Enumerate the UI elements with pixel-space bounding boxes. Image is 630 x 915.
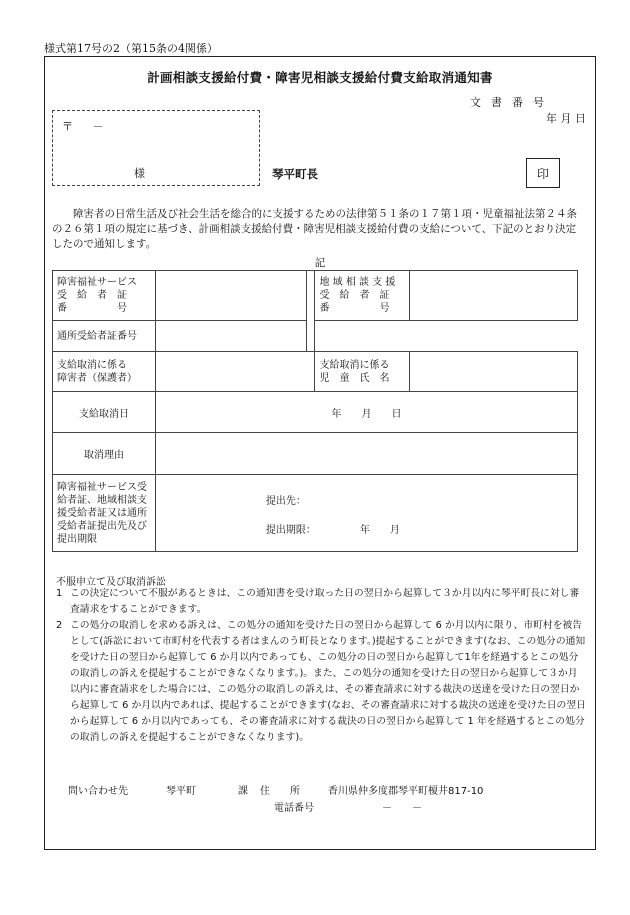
- label-line: 提出期限: [57, 533, 97, 545]
- honorific: 様: [134, 167, 145, 180]
- person-row: [53, 352, 578, 392]
- day-service-number-field[interactable]: [155, 321, 306, 352]
- table-gap: [306, 271, 315, 352]
- appeal-item-number: 1: [56, 588, 63, 599]
- day-service-label: 通所受給者証番号: [53, 321, 156, 352]
- contact-label: 問い合わせ先: [68, 786, 128, 797]
- label-line: 支給取消に係る: [57, 359, 127, 371]
- document-title: 計画相談支援給付費・障害児相談支援給付費支給取消通知書: [147, 70, 493, 85]
- tel-separator: －: [382, 803, 392, 814]
- label-line: 障害福祉サービス受: [57, 481, 147, 493]
- details-table: [52, 270, 578, 552]
- deadline-label: 提出期限：: [265, 525, 316, 536]
- submission-row: [53, 475, 578, 552]
- submit-to-label: 提出先：: [265, 496, 306, 507]
- appeal-item-number: 2: [56, 620, 63, 631]
- seal-label: 印: [536, 166, 549, 181]
- ki-heading: 記: [314, 257, 326, 269]
- date-label: 年 月 日: [546, 112, 586, 125]
- reason-label: 取消理由: [53, 433, 156, 475]
- cancel-date-row: [53, 392, 578, 433]
- form-number: 様式第17号の2（第15条の4関係）: [44, 42, 218, 55]
- cert-number-row: [53, 271, 578, 321]
- service-cert-number-field[interactable]: [155, 271, 306, 321]
- appeal-item: [56, 618, 586, 746]
- label-line: 番 号: [57, 303, 127, 314]
- label-line: 障害福祉サービス: [57, 277, 137, 288]
- label-line: 地 域 相 談 支 援: [319, 277, 396, 288]
- label-line: 受 給 者 証: [57, 290, 127, 301]
- service-cert-label: [53, 271, 156, 321]
- document-number-label: 文書番号: [470, 96, 554, 109]
- contact-address: 香川県仲多度郡琴平町榎井817-10: [328, 786, 484, 797]
- postal-dash: －: [92, 120, 104, 133]
- person-name-field[interactable]: [155, 352, 315, 392]
- child-name-field[interactable]: [410, 352, 578, 392]
- contact-town: 琴平町: [166, 786, 196, 797]
- reason-row: [53, 433, 578, 475]
- tel-label: 電話番号: [274, 803, 314, 814]
- tel-separator: －: [412, 803, 422, 814]
- contact-address-label: 住 所: [260, 786, 300, 797]
- label-line: 受 給 者 証: [319, 290, 390, 301]
- appeal-item: [56, 586, 586, 618]
- label-line: 番 号: [319, 303, 390, 314]
- person-label: [53, 352, 156, 392]
- cancel-date-field[interactable]: [155, 392, 577, 433]
- seal-box: [526, 158, 560, 188]
- cancel-date-label: 支給取消日: [53, 392, 156, 433]
- deadline-value: 年 月: [359, 525, 400, 536]
- appeal-title: 不服申立て及び取消訴訟: [56, 577, 166, 588]
- notice-body: 障害者の日常生活及び社会生活を総合的に支援するための法律第５１条の１７第１項・児童福祉法第２４条の２６第１項の規定に基づき、計画相談支援給付費・障害児相談支援給付費の支給について、下記のとおり決定したので通知します。: [52, 208, 577, 250]
- child-label: [315, 352, 410, 392]
- appeal-item-text: この処分の取消しを求める訴えは、この処分の通知を受けた日の翌日から起算して 6 か月以内に限り、市町村を被告として(訴訟において市町村を代表する者はまんのう町長となります。)提起することができます(なお、この処分の通知を受けた日の翌日から起算して 6 か月以内であっても、この処分の日の翌日から起算して1年を経過するとこの処分の取消しの訴えを提起することができなくなります。)。また、この処分の通知を受けた日の翌日から起算して３か月以内に審査請求をした場合には、この処分の取消しの訴えは、その審査請求に対する裁決の送達を受けた日の翌日から起算して 6 か月以内であれば、提起することができます(なお、その審査請求に対する裁決の送達を受けた日の翌日から起算して 6 か月以内であっても、その審査請求に対する裁決の日の翌日から起算して 1 年を経過するとこの処分の取消しの訴えを提起することができなくなります)。: [70, 620, 586, 743]
- postal-mark: 〒: [62, 120, 73, 133]
- label-line: 支給取消に係る: [319, 359, 390, 371]
- postal-code: [62, 118, 104, 134]
- label-line: 給者証、地域相談支: [57, 494, 147, 506]
- cancel-date-value: 年 月 日: [331, 408, 402, 420]
- issuer-name: 琴平町長: [272, 167, 318, 181]
- label-line: 児 童 氏 名: [319, 372, 390, 384]
- regional-cert-number-field[interactable]: [410, 271, 578, 321]
- reason-field[interactable]: [155, 433, 577, 475]
- label-line: 援受給者証又は通所: [57, 507, 147, 519]
- label-line: 障害者（保護者）: [57, 372, 137, 384]
- appeal-item-text: この決定について不服があるときは、この通知書を受け取った日の翌日から起算して３か月以内に琴平町長に対し審査請求をすることができます。: [70, 588, 580, 615]
- table-blank: [315, 321, 578, 352]
- label-line: 受給者証提出先及び: [57, 520, 147, 532]
- submission-field[interactable]: [155, 475, 577, 552]
- contact-section: 課: [238, 786, 248, 797]
- day-service-row: [53, 321, 578, 352]
- submission-label: [53, 475, 156, 552]
- regional-cert-label: [315, 271, 410, 321]
